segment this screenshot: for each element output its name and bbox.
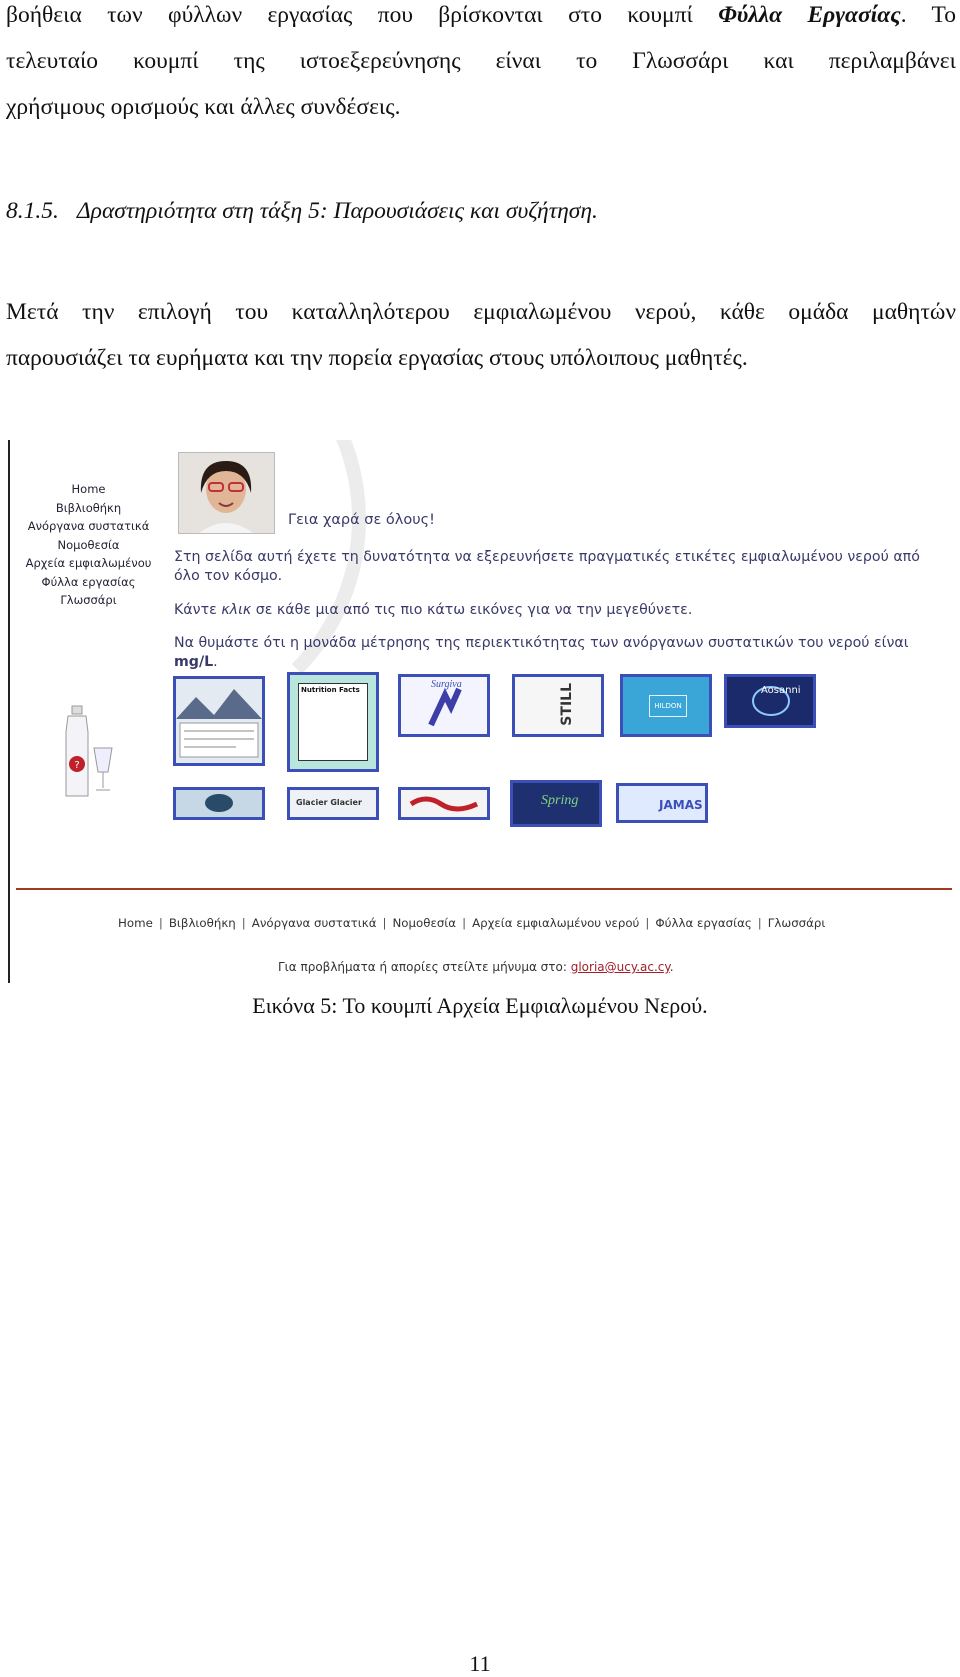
label-thumbnail-7[interactable]: [173, 787, 265, 820]
section-title: Δραστηριότητα στη τάξη 5: Παρουσιάσεις και συζήτηση.: [76, 198, 598, 224]
separator: |: [158, 916, 163, 930]
footer-divider: [16, 888, 952, 890]
label-thumbnail-4[interactable]: [512, 674, 604, 737]
sidenav-item-home[interactable]: Home: [71, 482, 106, 496]
paragraph-body: [6, 289, 956, 381]
unit-note: Να θυμάστε ότι η μονάδα μέτρησης της περιεκτικότητας των ανόργανων συστατικών του νερού είναι mg/L.: [174, 635, 909, 670]
badge-icon: [176, 790, 262, 817]
sidenav-item-worksheets[interactable]: Φύλλα εργασίας: [41, 574, 136, 589]
label-thumbnail-6[interactable]: [724, 674, 816, 728]
separator: |: [645, 916, 650, 930]
label-brand: Surgiva: [431, 679, 462, 690]
footer-link-legislation[interactable]: Νομοθεσία: [392, 916, 457, 930]
paragraph-line: Μετά την επιλογή του καταλληλότερου εμφιαλωμένου νερού, κάθε ομάδα μαθητών: [6, 299, 956, 325]
sidenav-item-glossary[interactable]: Γλωσσάρι: [60, 593, 117, 607]
figure-caption: Εικόνα 5: Το κουμπί Αρχεία Εμφιαλωμένου Νερού.: [252, 993, 708, 1018]
water-bottle-icon: [58, 702, 118, 802]
side-navigation: [16, 480, 161, 610]
click-instruction: Κάντε κλικ σε κάθε μια από τις πιο κάτω εικόνες για να την μεγεθύνετε.: [174, 602, 693, 618]
intro-text: Στη σελίδα αυτή έχετε τη δυνατότητα να εξερευνήσετε πραγματικές ετικέτες εμφιαλωμένου νερού από όλο τον κόσμο.: [174, 549, 920, 584]
footer-link-worksheets[interactable]: Φύλλα εργασίας: [655, 916, 752, 930]
sidenav-item-legislation[interactable]: Νομοθεσία: [57, 537, 120, 552]
footer-link-bottled-archive[interactable]: Αρχεία εμφιαλωμένου νερού: [472, 916, 640, 930]
label-brand: JAMAS: [659, 798, 703, 812]
separator: |: [382, 916, 387, 930]
footer-navigation: [118, 916, 825, 930]
sidenav-item-inorganic[interactable]: Ανόργανα συστατικά: [27, 519, 150, 533]
label-brand: HILDON: [649, 695, 687, 717]
sidenav-item-bottled-archive[interactable]: Αρχεία εμφιαλωμένου: [25, 556, 152, 570]
separator: |: [757, 916, 762, 930]
label-brand: STILL: [559, 683, 575, 726]
paragraph-line: χρήσιμους ορισμούς και άλλες συνδέσεις.: [6, 94, 401, 120]
avatar: [178, 452, 275, 534]
ribbon-icon: [401, 790, 487, 817]
paragraph-line: βοήθεια των φύλλων εργασίας που βρίσκονται στο κουμπί Φύλλα Εργασίας. Το: [6, 2, 956, 28]
footer-link-inorganic[interactable]: Ανόργανα συστατικά: [251, 916, 377, 930]
label-thumbnail-5[interactable]: [620, 674, 712, 737]
website-screenshot: [8, 440, 953, 983]
avatar-portrait-icon: [179, 453, 274, 533]
label-brand: Aosanni: [761, 685, 801, 696]
label-thumbnail-2[interactable]: [287, 672, 379, 772]
label-thumbnail-11[interactable]: [616, 783, 708, 823]
greeting-text: Γεια χαρά σε όλους!: [288, 512, 435, 528]
contact-line: Για προβλήματα ή απορίες στείλτε μήνυμα στο: gloria@ucy.ac.cy.: [278, 960, 674, 974]
svg-text:?: ?: [74, 760, 80, 771]
label-thumbnail-9[interactable]: [398, 787, 490, 820]
section-number: 8.1.5.: [6, 198, 59, 224]
paragraph-line: τελευταίο κουμπί της ιστοεξερεύνησης είναι το Γλωσσάρι και περιλαμβάνει: [6, 48, 956, 74]
label-brand: Spring: [541, 793, 579, 808]
contact-email-link[interactable]: gloria@ucy.ac.cy: [570, 960, 670, 974]
label-thumbnail-8[interactable]: [287, 787, 379, 820]
paragraph-line: παρουσιάζει τα ευρήματα και την πορεία εργασίας στους υπόλοιπους μαθητές.: [6, 345, 748, 371]
footer-link-glossary[interactable]: Γλωσσάρι: [767, 916, 826, 930]
nutrition-facts-panel: Nutrition Facts: [298, 683, 368, 761]
paragraph-intro: [6, 0, 956, 130]
label-thumbnail-10[interactable]: [510, 780, 602, 827]
label-brand: Glacier Glacier: [296, 798, 362, 807]
separator: |: [241, 916, 246, 930]
section-heading: [6, 198, 598, 225]
sidenav-item-library[interactable]: Βιβλιοθήκη: [55, 500, 122, 515]
label-thumbnail-3[interactable]: [398, 674, 490, 737]
footer-link-home[interactable]: Home: [118, 916, 153, 930]
separator: |: [462, 916, 467, 930]
label-thumbnail-1[interactable]: [173, 676, 265, 766]
page-number: 11: [469, 1651, 491, 1676]
mountain-icon: [176, 679, 262, 763]
screenshot-border: [8, 440, 10, 983]
footer-link-library[interactable]: Βιβλιοθήκη: [168, 916, 236, 930]
